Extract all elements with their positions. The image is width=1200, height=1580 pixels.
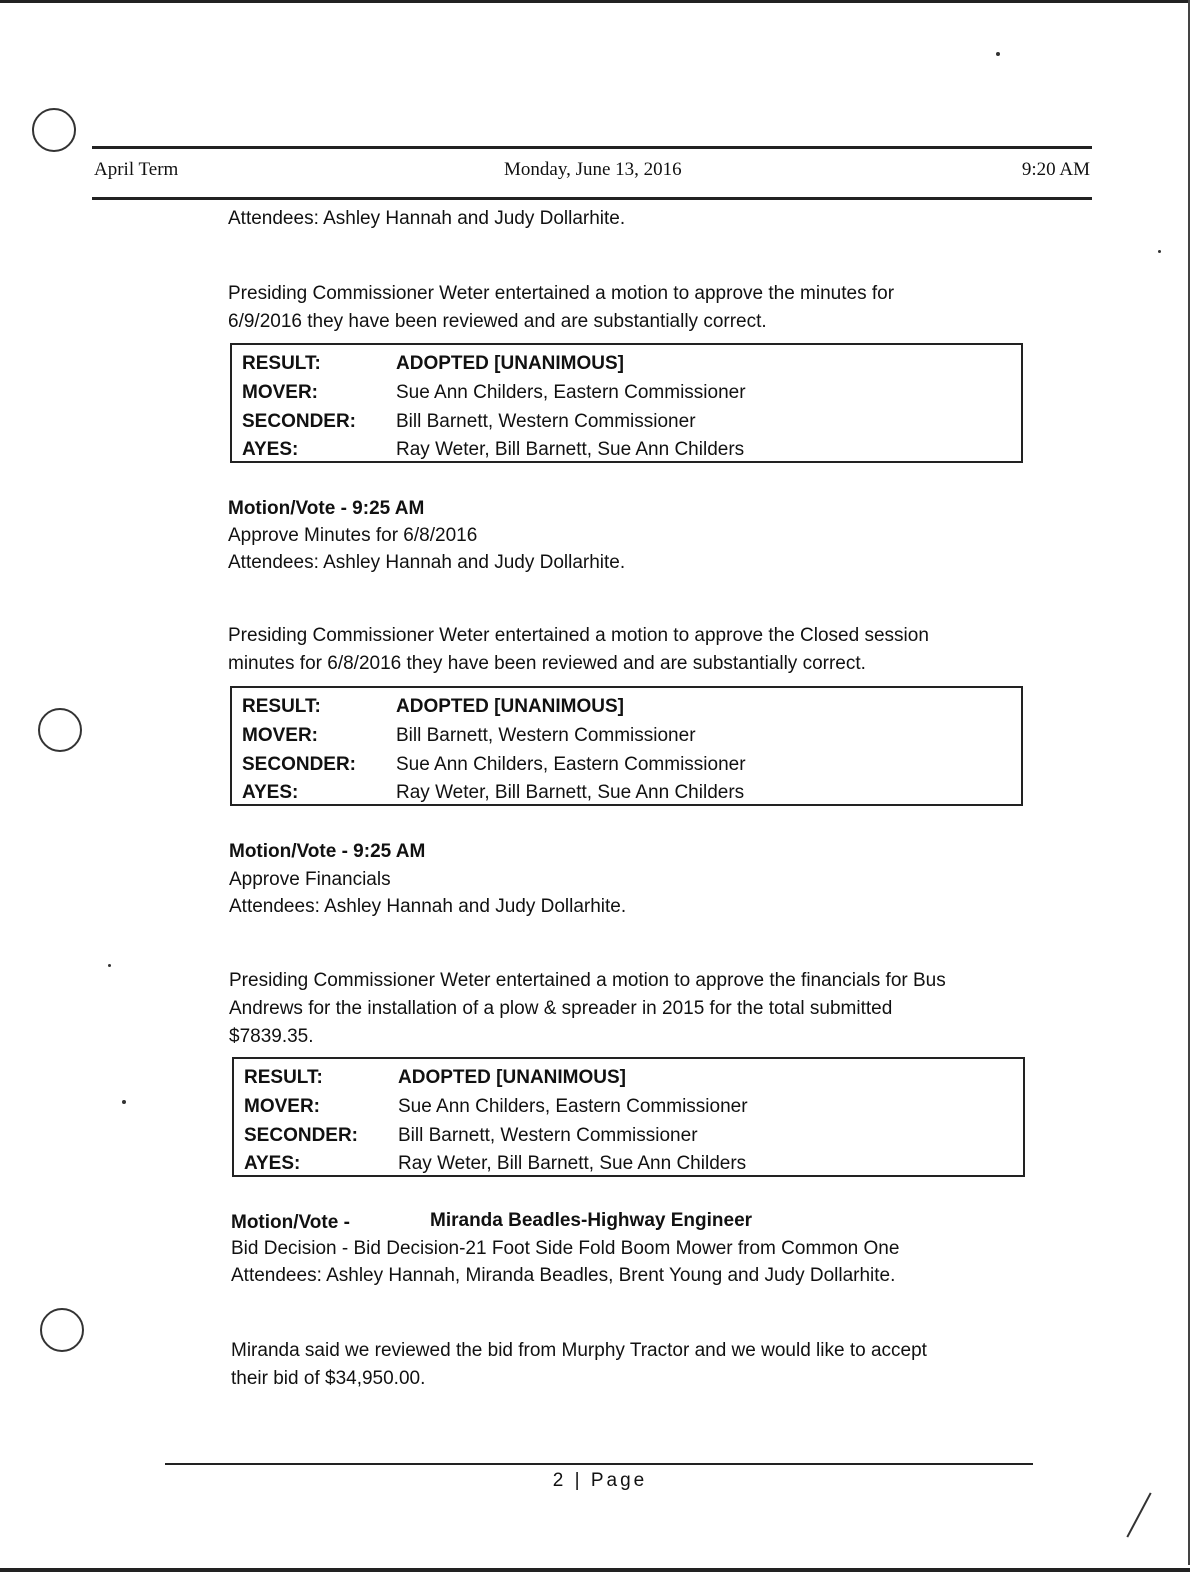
motion-text-line: Andrews for the installation of a plow & spreader in 2015 for the total submitted — [229, 998, 893, 1019]
page-header — [92, 146, 1092, 200]
page-bottom-edge — [0, 1568, 1190, 1572]
scan-speck — [996, 52, 1000, 56]
motion-text-line: minutes for 6/8/2016 they have been reviewed and are substantially correct. — [228, 653, 866, 674]
seconder-value: Bill Barnett, Western Commissioner — [396, 411, 696, 432]
ayes-label: AYES: — [242, 439, 299, 460]
motion-text-line: their bid of $34,950.00. — [231, 1368, 426, 1389]
seconder-value: Sue Ann Childers, Eastern Commissioner — [396, 754, 746, 775]
scan-speck — [1158, 250, 1161, 253]
motion-heading: Motion/Vote - 9:25 AM — [229, 841, 426, 862]
footer-rule — [165, 1463, 1033, 1465]
result-label: RESULT: — [242, 353, 321, 374]
ayes-value: Ray Weter, Bill Barnett, Sue Ann Childers — [396, 782, 745, 803]
mover-label: MOVER: — [242, 725, 318, 746]
scan-speck — [122, 1100, 126, 1104]
header-time: 9:20 AM — [1021, 159, 1090, 180]
vote-result-box — [230, 343, 1023, 463]
motion-text-line: 6/9/2016 they have been reviewed and are substantially correct. — [228, 311, 767, 332]
page-number: 2 | Page — [552, 1470, 648, 1491]
punch-hole-bottom — [40, 1308, 84, 1352]
attendees-line: Attendees: Ashley Hannah, Miranda Beadles, Brent Young and Judy Dollarhite. — [231, 1265, 896, 1286]
agenda-item-title: Bid Decision - Bid Decision-21 Foot Side Fold Boom Mower from Common One — [231, 1238, 900, 1259]
vote-result-box — [232, 1057, 1025, 1177]
ayes-value: Ray Weter, Bill Barnett, Sue Ann Childers — [398, 1153, 747, 1174]
motion-text-line: $7839.35. — [229, 1026, 314, 1047]
agenda-item-title: Approve Financials — [229, 869, 391, 890]
mover-label: MOVER: — [244, 1096, 320, 1117]
punch-hole-middle — [38, 708, 82, 752]
header-date: Monday, June 13, 2016 — [504, 159, 682, 180]
seconder-label: SECONDER: — [242, 754, 357, 775]
result-label: RESULT: — [244, 1067, 323, 1088]
attendees-line: Attendees: Ashley Hannah and Judy Dollarhite. — [228, 552, 626, 573]
punch-hole-top — [32, 108, 76, 152]
result-value: ADOPTED [UNANIMOUS] — [398, 1067, 626, 1088]
result-value: ADOPTED [UNANIMOUS] — [396, 696, 624, 717]
scan-speck — [108, 964, 111, 967]
ayes-label: AYES: — [242, 782, 299, 803]
seconder-value: Bill Barnett, Western Commissioner — [398, 1125, 698, 1146]
page-right-edge — [1188, 0, 1190, 1565]
attendees-line: Attendees: Ashley Hannah and Judy Dollarhite. — [228, 208, 626, 229]
attendees-line: Attendees: Ashley Hannah and Judy Dollarhite. — [229, 896, 627, 917]
motion-text-line: Presiding Commissioner Weter entertained a motion to approve the minutes for — [228, 283, 895, 304]
header-term: April Term — [94, 159, 179, 180]
mover-value: Sue Ann Childers, Eastern Commissioner — [396, 382, 746, 403]
motion-text-line: Miranda said we reviewed the bid from Murphy Tractor and we would like to accept — [231, 1340, 927, 1361]
ayes-label: AYES: — [244, 1153, 301, 1174]
seconder-label: SECONDER: — [244, 1125, 359, 1146]
seconder-label: SECONDER: — [242, 411, 357, 432]
result-value: ADOPTED [UNANIMOUS] — [396, 353, 624, 374]
motion-heading: Motion/Vote - 9:25 AM — [228, 498, 425, 519]
motion-text-line: Presiding Commissioner Weter entertained a motion to approve the Closed session — [228, 625, 929, 646]
motion-heading: Motion/Vote - — [231, 1212, 350, 1233]
page-top-edge — [0, 0, 1188, 3]
motion-text-line: Presiding Commissioner Weter entertained a motion to approve the financials for Bus — [229, 970, 946, 991]
agenda-item-title: Approve Minutes for 6/8/2016 — [228, 525, 478, 546]
mover-value: Sue Ann Childers, Eastern Commissioner — [398, 1096, 748, 1117]
mover-label: MOVER: — [242, 382, 318, 403]
presenter-name: Miranda Beadles-Highway Engineer — [430, 1210, 753, 1231]
vote-result-box — [230, 686, 1023, 806]
pen-mark — [1126, 1492, 1151, 1537]
result-label: RESULT: — [242, 696, 321, 717]
mover-value: Bill Barnett, Western Commissioner — [396, 725, 696, 746]
ayes-value: Ray Weter, Bill Barnett, Sue Ann Childers — [396, 439, 745, 460]
